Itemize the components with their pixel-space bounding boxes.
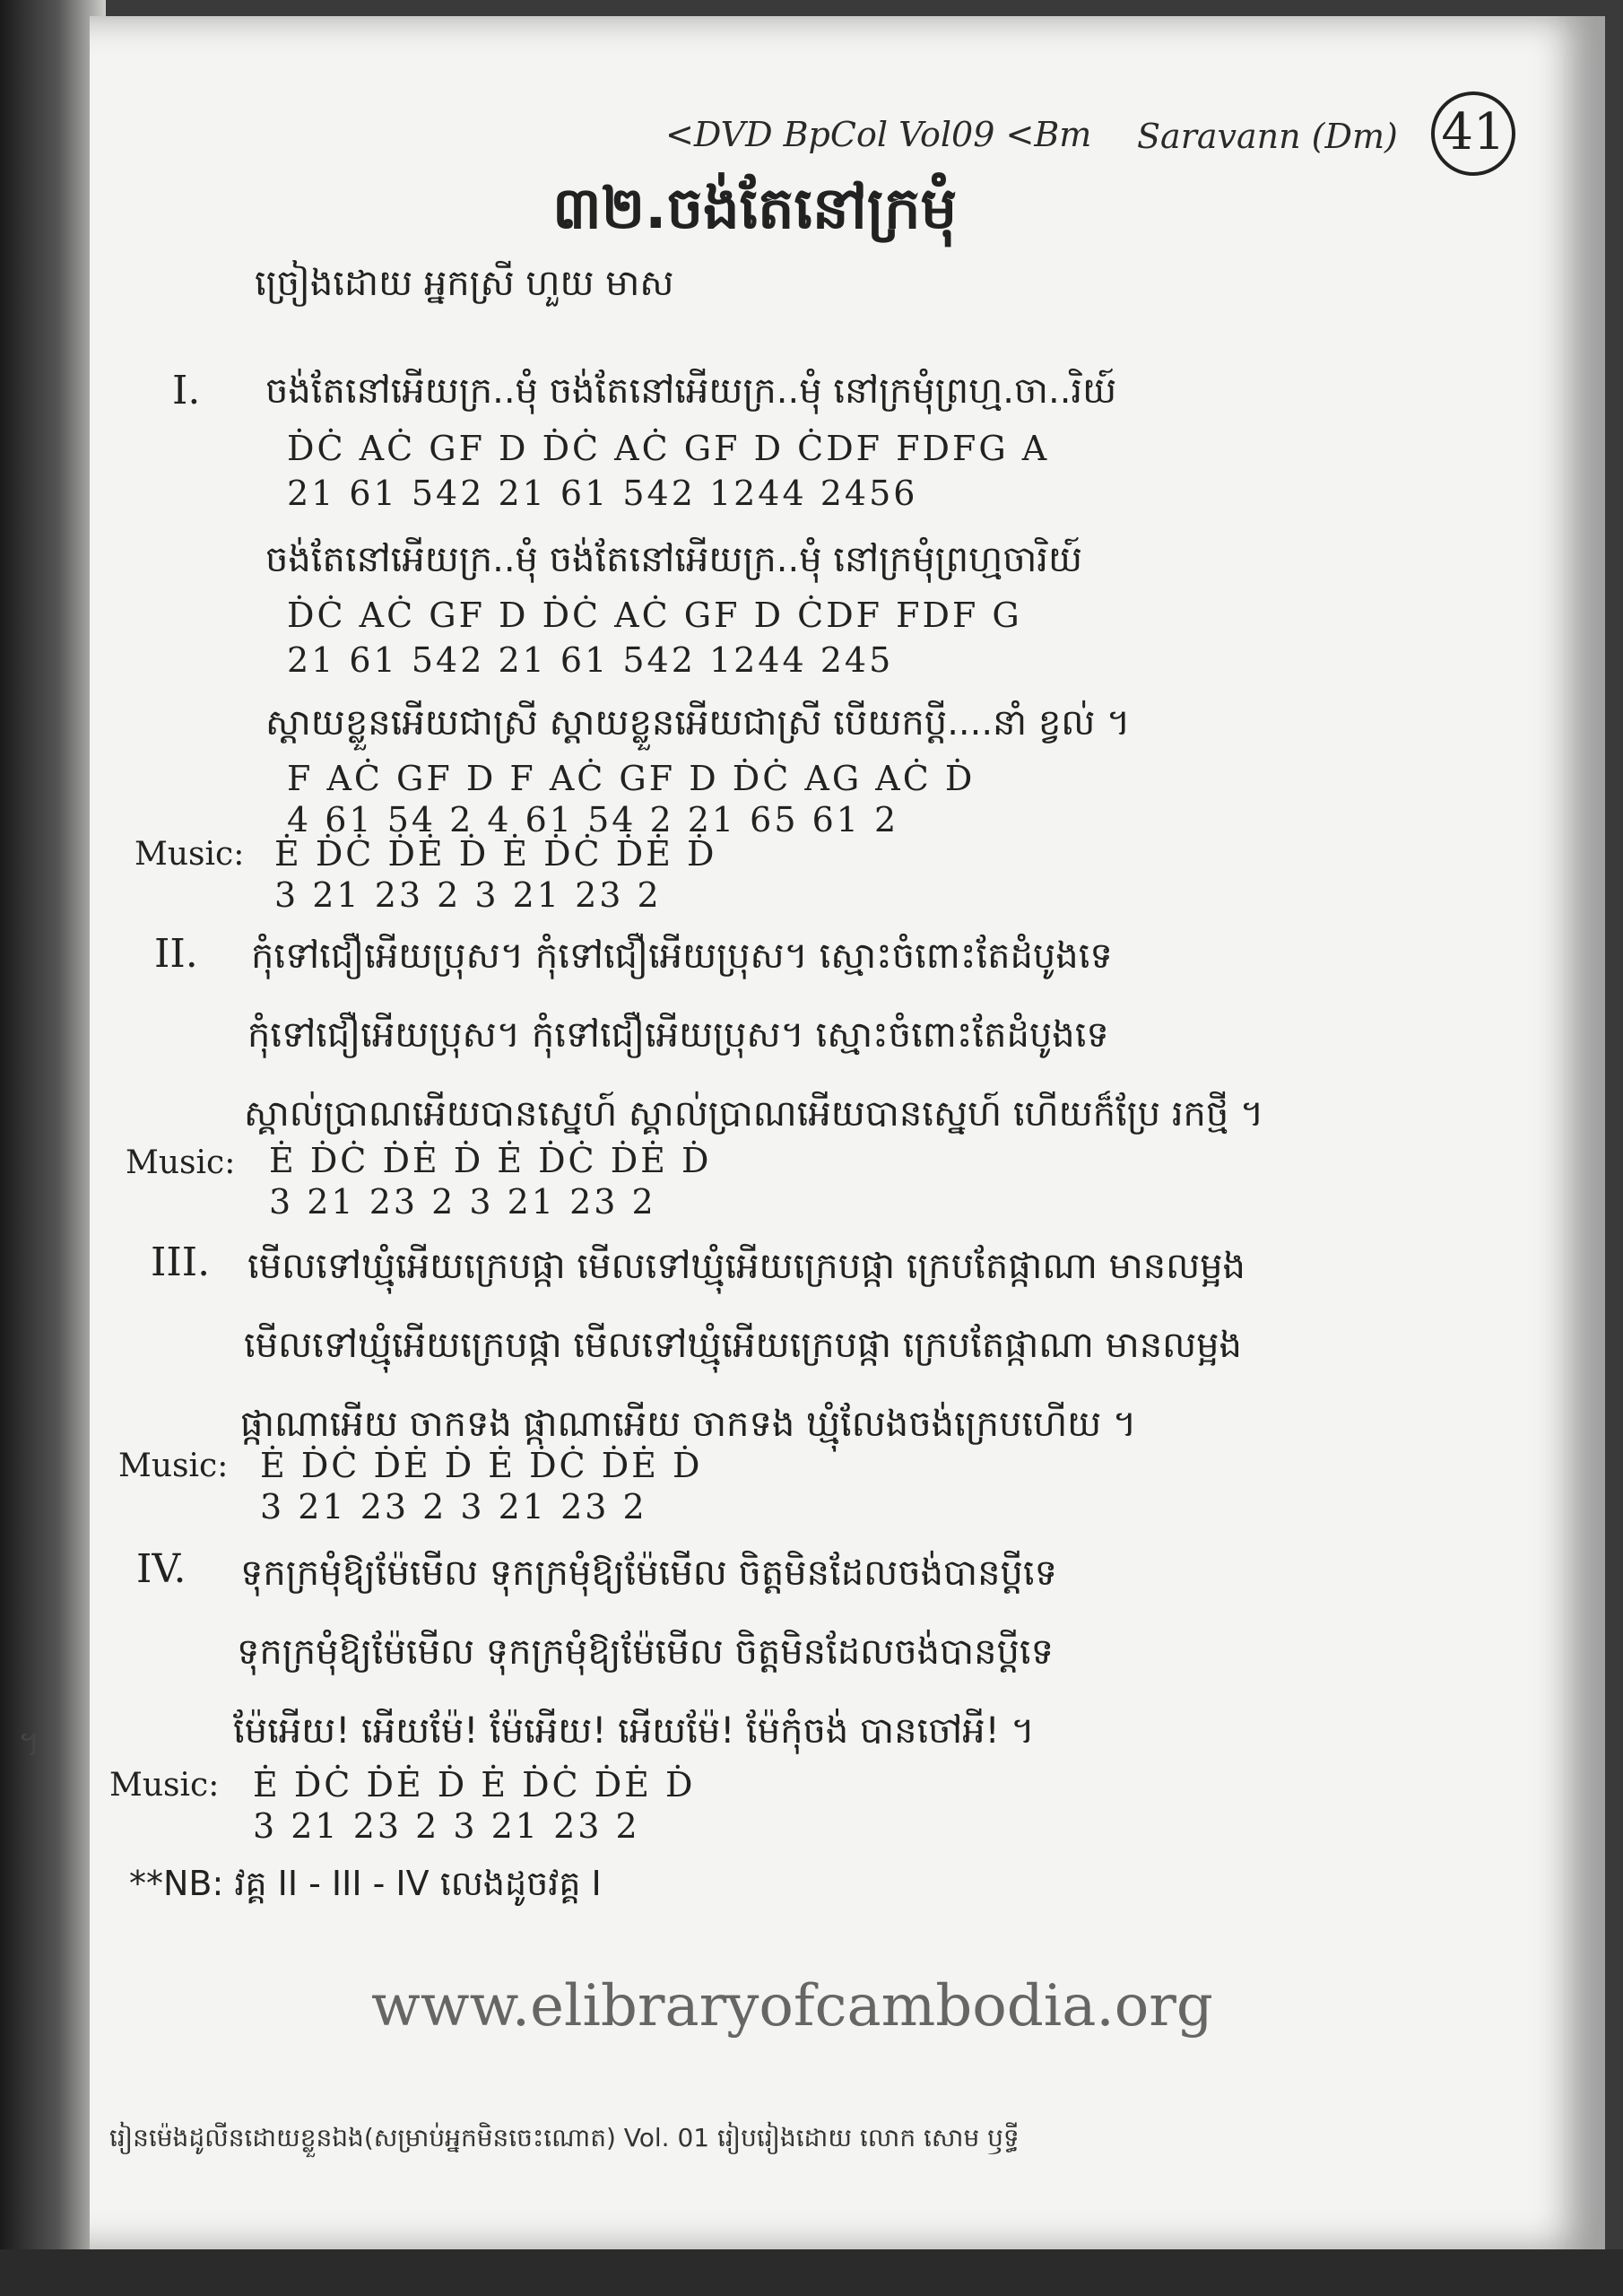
verse-4-lyrics-3: ម៉ែអើយ! អើយម៉ែ! ម៉ែអើយ! អើយម៉ែ! ម៉ែកុំចង់ បានចៅអី! ។ (233, 1710, 1035, 1752)
music-digits-1: 3 21 23 2 3 21 23 2 (274, 875, 662, 915)
verse-1-lyrics-2: ចង់តែនៅអើយក្រ..មុំ ចង់តែនៅអើយក្រ..មុំ នៅក្រមុំព្រហ្មចារិយ៍ (265, 539, 1083, 580)
music-notes-3: Ė ḊĊ ḊĖ Ḋ Ė ḊĊ ḊĖ Ḋ (260, 1446, 703, 1485)
verse-1-lyrics-1: ចង់តែនៅអើយក្រ..មុំ ចង់តែនៅអើយក្រ..មុំ នៅក្រមុំព្រហ្ម.ចា..រិយ៍ (265, 370, 1117, 412)
verse-numeral-1: I. (172, 368, 201, 413)
book-footer: រៀនម៉េងដូលីនដោយខ្លួនឯង(សម្រាប់អ្នកមិនចេះណោត) Vol. 01 រៀបរៀងដោយ លោក សោម ឫទ្ធី (109, 2123, 1020, 2152)
music-label-1: Music: (135, 836, 245, 873)
verse-4-lyrics-2: ទុកក្រមុំឱ្យម៉ែមើល ទុកក្រមុំឱ្យម៉ែមើល ចិត្តមិនដែលចង់បានប្តីទេ (237, 1631, 1054, 1673)
key-info: Saravann (Dm) (1137, 117, 1398, 156)
verse-1-digits-3: 4 61 54 2 4 61 54 2 21 65 61 2 (287, 800, 899, 839)
verse-2-lyrics-2: កុំទៅជឿអើយប្រុស។ កុំទៅជឿអើយប្រុស។ ស្មោះចំពោះតែដំបូងទេ (247, 1014, 1109, 1056)
verse-numeral-3: III. (151, 1239, 211, 1285)
page-number: 41 (1431, 91, 1515, 176)
music-digits-2: 3 21 23 2 3 21 23 2 (269, 1182, 656, 1222)
music-label-4: Music: (109, 1767, 220, 1804)
verse-2-lyrics-1: កុំទៅជឿអើយប្រុស។ កុំទៅជឿអើយប្រុស។ ស្មោះចំពោះតែដំបូងទេ (251, 935, 1113, 977)
performance-note: **NB: វគ្គ II - III - IV លេងដូចវគ្គ I (129, 1864, 602, 1903)
verse-numeral-2: II. (154, 931, 198, 977)
singers-credit: ច្រៀងដោយ អ្នកស្រី ហួយ មាស (255, 263, 674, 304)
margin-punctuation-mark: ។ (18, 1724, 41, 1763)
music-digits-4: 3 21 23 2 3 21 23 2 (253, 1806, 640, 1846)
verse-3-lyrics-3: ផ្កាណាអើយ ចាកទង ផ្កាណាអើយ ចាកទង ឃ្មុំលែងចង់ក្រេបហើយ ។ (240, 1404, 1137, 1445)
verse-1-digits-1: 21 61 542 21 61 542 1244 2456 (287, 474, 918, 513)
song-title: ៣២.ចង់តែនៅក្រមុំ (552, 176, 958, 242)
verse-1-notes-2: ḊĊ AĊ GF D ḊĊ AĊ GF D ĊDF FDF G (287, 596, 1022, 635)
verse-2-lyrics-3: ស្គាល់ប្រាណអើយបានស្នេហ៍ ស្គាល់ប្រាណអើយបានស្នេហ៍ ហើយក៏ប្រែ រកថ្មី ។ (244, 1093, 1264, 1135)
verse-numeral-4: IV. (136, 1546, 187, 1592)
music-notes-4: Ė ḊĊ ḊĖ Ḋ Ė ḊĊ ḊĖ Ḋ (253, 1765, 696, 1805)
source-info: <DVD BpCol Vol09 <Bm (665, 115, 1092, 154)
verse-4-lyrics-1: ទុកក្រមុំឱ្យម៉ែមើល ទុកក្រមុំឱ្យម៉ែមើល ចិត្តមិនដែលចង់បានប្តីទេ (240, 1552, 1057, 1594)
music-notes-1: Ė ḊĊ ḊĖ Ḋ Ė ḊĊ ḊĖ Ḋ (274, 834, 717, 874)
verse-1-lyrics-3: ស្តាយខ្លួនអើយជាស្រី ស្តាយខ្លួនអើយជាស្រី បើយកប្តី....នាំ ខ្វល់ ។ (265, 702, 1131, 744)
scan-bottom-edge (0, 2249, 1623, 2296)
music-label-3: Music: (118, 1448, 229, 1484)
verse-1-notes-1: ḊĊ AĊ GF D ḊĊ AĊ GF D ĊDF FDFG A (287, 429, 1050, 468)
music-digits-3: 3 21 23 2 3 21 23 2 (260, 1487, 647, 1526)
verse-1-notes-3: F AĊ GF D F AĊ GF D ḊĊ AG AĊ Ḋ (287, 759, 976, 798)
music-notes-2: Ė ḊĊ ḊĖ Ḋ Ė ḊĊ ḊĖ Ḋ (269, 1141, 712, 1180)
verse-3-lyrics-2: មើលទៅឃ្មុំអើយក្រេបផ្កា មើលទៅឃ្មុំអើយក្រេបផ្កា ក្រេបតែផ្កាណា មានលម្អង (244, 1325, 1242, 1366)
verse-3-lyrics-1: មើលទៅឃ្មុំអើយក្រេបផ្កា មើលទៅឃ្មុំអើយក្រេបផ្កា ក្រេបតែផ្កាណា មានលម្អង (247, 1246, 1245, 1287)
verse-1-digits-2: 21 61 542 21 61 542 1244 245 (287, 640, 894, 680)
music-label-2: Music: (126, 1144, 236, 1181)
website-watermark: www.elibraryofcambodia.org (371, 1973, 1213, 2039)
